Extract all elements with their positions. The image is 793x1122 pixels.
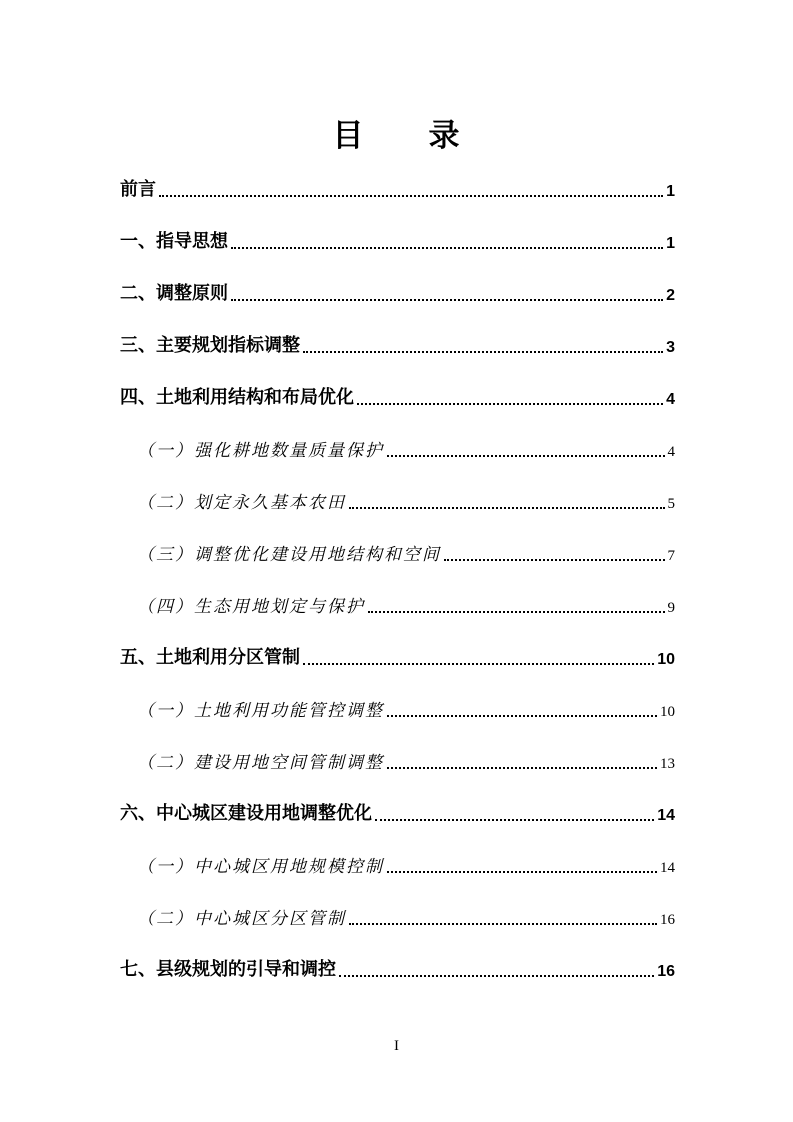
toc-entry-label: 七、县级规划的引导和调控 bbox=[120, 959, 336, 979]
dot-leader bbox=[231, 299, 663, 301]
page-title: 目 录 bbox=[332, 118, 461, 153]
toc-entry-label: 四、土地利用结构和布局优化 bbox=[120, 387, 354, 407]
toc-entry[interactable] bbox=[120, 229, 675, 253]
dot-leader bbox=[444, 559, 665, 561]
toc-entry-page: 10 bbox=[657, 651, 675, 668]
toc-entry-page: 5 bbox=[667, 496, 675, 512]
dot-leader bbox=[159, 195, 663, 197]
toc-entry-page: 14 bbox=[660, 860, 675, 876]
toc-entry[interactable] bbox=[120, 645, 675, 669]
toc-entry-label: 二、调整原则 bbox=[120, 283, 228, 303]
toc-entry[interactable] bbox=[120, 853, 675, 877]
dot-leader bbox=[368, 611, 665, 613]
toc-entry-label: （二）中心城区分区管制 bbox=[137, 909, 346, 928]
toc-entry-label: 前言 bbox=[120, 179, 156, 199]
toc-entry-label: 五、土地利用分区管制 bbox=[120, 647, 300, 667]
toc-entry[interactable] bbox=[120, 385, 675, 409]
dot-leader bbox=[387, 767, 657, 769]
dot-leader bbox=[357, 403, 663, 405]
dot-leader bbox=[387, 871, 657, 873]
toc-entry-page: 1 bbox=[666, 235, 675, 252]
toc-entry-page: 16 bbox=[660, 912, 675, 928]
toc-entry[interactable] bbox=[120, 957, 675, 981]
dot-leader bbox=[387, 455, 665, 457]
toc-entry-page: 14 bbox=[657, 807, 675, 824]
toc-entry[interactable] bbox=[120, 905, 675, 929]
dot-leader bbox=[349, 507, 665, 509]
toc-entry[interactable] bbox=[120, 697, 675, 721]
toc-entry[interactable] bbox=[120, 801, 675, 825]
toc-entry-label: 三、主要规划指标调整 bbox=[120, 335, 300, 355]
toc-entry-label: （一）中心城区用地规模控制 bbox=[137, 857, 384, 876]
dot-leader bbox=[303, 351, 663, 353]
toc-entry-label: （三）调整优化建设用地结构和空间 bbox=[137, 545, 441, 564]
toc-entry[interactable] bbox=[120, 177, 675, 201]
toc-entry[interactable] bbox=[120, 489, 675, 513]
toc-entry[interactable] bbox=[120, 593, 675, 617]
footer-page-number: I bbox=[394, 1038, 399, 1054]
toc-entry-label: （四）生态用地划定与保护 bbox=[137, 597, 365, 616]
toc-entry[interactable] bbox=[120, 437, 675, 461]
toc-entry[interactable] bbox=[120, 333, 675, 357]
toc-entry-page: 4 bbox=[667, 444, 675, 460]
toc-entry-page: 7 bbox=[667, 548, 675, 564]
dot-leader bbox=[231, 247, 663, 249]
toc-entry-label: （一）土地利用功能管控调整 bbox=[137, 701, 384, 720]
toc-entry-label: 六、中心城区建设用地调整优化 bbox=[120, 803, 372, 823]
toc-entry-page: 10 bbox=[660, 704, 675, 720]
toc-entry-label: 一、指导思想 bbox=[120, 231, 228, 251]
dot-leader bbox=[375, 819, 654, 821]
toc-entry-page: 1 bbox=[666, 183, 675, 200]
dot-leader bbox=[303, 663, 654, 665]
toc-entry-label: （二）建设用地空间管制调整 bbox=[137, 753, 384, 772]
toc-entry-page: 4 bbox=[666, 391, 675, 408]
dot-leader bbox=[387, 715, 657, 717]
toc-entry-page: 3 bbox=[666, 339, 675, 356]
toc-entry-label: （一）强化耕地数量质量保护 bbox=[137, 441, 384, 460]
toc-entry-page: 9 bbox=[667, 600, 675, 616]
dot-leader bbox=[349, 923, 657, 925]
dot-leader bbox=[339, 975, 654, 977]
toc-entry-page: 2 bbox=[666, 287, 675, 304]
toc-entry[interactable] bbox=[120, 281, 675, 305]
toc-entry-page: 16 bbox=[657, 963, 675, 980]
toc-entry-page: 13 bbox=[660, 756, 675, 772]
toc-entry[interactable] bbox=[120, 749, 675, 773]
toc-entry-label: （二）划定永久基本农田 bbox=[137, 493, 346, 512]
toc-entry[interactable] bbox=[120, 541, 675, 565]
toc-list bbox=[0, 177, 793, 981]
